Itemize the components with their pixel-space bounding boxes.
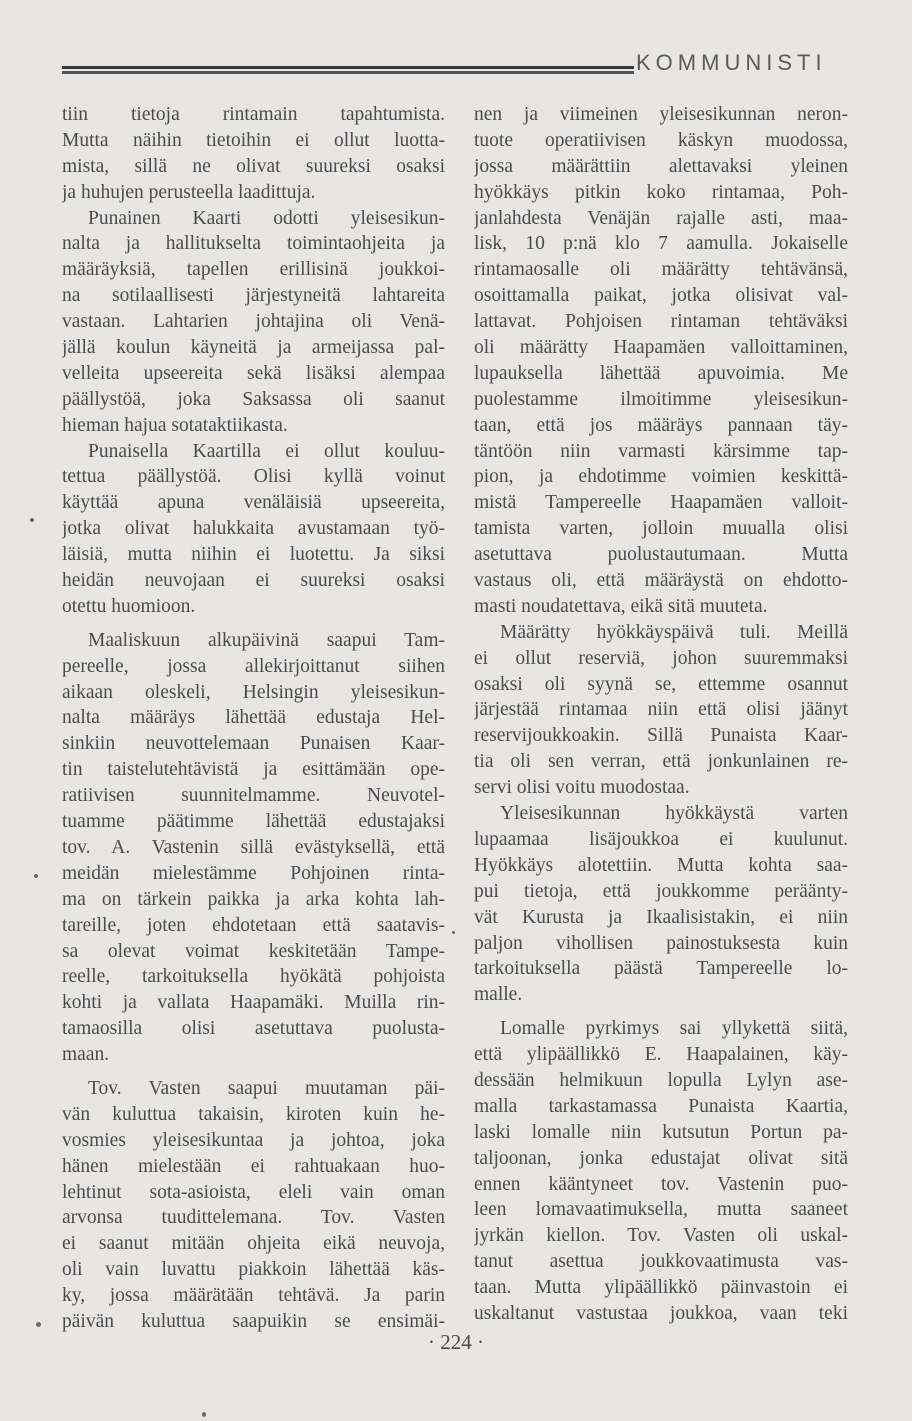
- text-line: tuote operatiivisen käskyn muodossa,: [474, 129, 848, 151]
- text-line: taan, että jos määräys pannaan täy-: [474, 414, 848, 436]
- text-line: lupaamaa lisäjoukkoa ei kuulunut.: [474, 828, 848, 850]
- text-line: paljon vihollisen painostuksesta kuin: [474, 932, 848, 954]
- text-line: sa olevat voimat keskitetään Tampe-: [62, 940, 445, 962]
- text-line: pui tietoja, että joukkomme peräänty-: [474, 880, 848, 902]
- text-line: kohti ja vallata Haapamäki. Muilla rin-: [62, 992, 445, 1014]
- text-line: ja huhujen perusteella laadittuja.: [62, 181, 316, 203]
- text-line: laski lomalle niin kutsutun Portun pa-: [474, 1121, 848, 1143]
- text-line: puolestamme ilmoitimme yleisesikun-: [474, 388, 848, 410]
- text-line: järjestää rintamaa niin että olisi jäänyt: [474, 699, 848, 721]
- text-line: otettu huomioon.: [62, 595, 196, 617]
- paper-speck: [36, 1322, 41, 1327]
- text-line: leen lomavaatimuksella, mutta saaneet: [474, 1199, 848, 1221]
- text-line: että ylipäällikkö E. Haapalainen, käy-: [474, 1044, 848, 1066]
- paper-speck: [30, 518, 34, 522]
- text-line: läisiä, mutta niihin ei luotettu. Ja siksi: [62, 544, 445, 566]
- text-line: täntöön niin varmasti kärsimme tap-: [474, 440, 848, 462]
- text-line: rintamaosalle oli määrätty tehtävänsä,: [474, 259, 848, 281]
- text-line: tiin tietoja rintamain tapahtumista.: [62, 104, 445, 125]
- text-line: lattavat. Pohjoisen rintaman tehtäväksi: [474, 311, 848, 333]
- text-line: hieman hajua sotataktiikasta.: [62, 414, 288, 436]
- text-line: jossa määrättiin alettavaksi yleinen: [474, 155, 848, 177]
- text-line: dessään helmikuun lopulla Lylyn ase-: [474, 1069, 848, 1091]
- text-line: ei saanut mitään ohjeita eikä neuvoja,: [62, 1233, 445, 1255]
- text-line: taan. Mutta ylipäällikkö päinvastoin ei: [474, 1277, 848, 1299]
- text-line: nalta määräys lähettää edustaja Hel-: [62, 707, 445, 729]
- text-line: lisk, 10 p:nä klo 7 aamulla. Jokaiselle: [474, 233, 848, 255]
- text-line: Tov. Vasten saapui muutaman päi-: [88, 1077, 445, 1099]
- text-line: vosmies yleisesikuntaa ja johtoa, joka: [62, 1129, 445, 1151]
- text-line: jotka olivat halukkaita avustamaan työ-: [62, 518, 445, 540]
- text-line: pereelle, jossa allekirjoittanut siihen: [62, 655, 445, 677]
- text-line: reservijoukkoakin. Sillä Punaista Kaar-: [474, 725, 848, 747]
- text-line: aikaan oleskeli, Helsingin yleisesikun-: [62, 681, 445, 703]
- text-line: uskaltanut vastustaa joukkoa, vaan teki: [474, 1302, 848, 1324]
- text-line: ei ollut reserviä, johon suuremmaksi: [474, 647, 848, 669]
- text-line: meidän mielestämme Pohjoinen rinta-: [62, 862, 445, 884]
- header-rule: [62, 66, 634, 75]
- text-line: ky, jossa määrätään tehtävä. Ja parin: [62, 1285, 445, 1307]
- text-line: vät Kurusta ja Ikaalisistakin, ei niin: [474, 906, 848, 928]
- text-line: nen ja viimeinen yleisesikunnan neron-: [474, 104, 848, 125]
- text-line: servi olisi voitu muodostaa.: [474, 777, 690, 799]
- text-line: ennen kääntyneet tov. Vastenin puo-: [474, 1173, 848, 1195]
- text-line: jällä koulun käyneitä ja armeijassa pal-: [62, 337, 445, 359]
- text-line: osaksi oli syynä se, ettemme osannut: [474, 673, 848, 695]
- text-line: tanut asettua joukkovaatimusta vas-: [474, 1251, 848, 1273]
- text-line: tov. A. Vastenin sillä evästyksellä, että: [62, 836, 445, 858]
- text-line: Määrätty hyökkäyspäivä tuli. Meillä: [500, 621, 848, 643]
- text-line: jyrkän kiellon. Tov. Vasten oli uskal-: [474, 1225, 848, 1247]
- text-line: heidän neuvojaan ei suureksi osaksi: [62, 570, 445, 592]
- paper-speck: [452, 931, 455, 934]
- text-column-right: [474, 102, 848, 1327]
- text-line: tamaosilla olisi asetuttava puolusta-: [62, 1018, 445, 1040]
- text-line: lupauksella lähettää apuvoimia. Me: [474, 362, 848, 384]
- text-line: käyttää apuna venäläisiä upseereita,: [62, 492, 445, 514]
- text-line: mistä Tampereelle Haapamäen valloit-: [474, 492, 848, 514]
- paper-speck: [202, 1412, 206, 1417]
- text-line: reelle, tarkoituksella hyökätä pohjoista: [62, 966, 445, 988]
- text-line: lehtinut sota-asioista, eleli vain oman: [62, 1181, 445, 1203]
- paper-speck: [34, 874, 38, 878]
- text-line: tamista varten, jolloin muualla olisi: [474, 518, 848, 540]
- text-line: tia oli sen verran, että jonkunlainen re-: [474, 751, 848, 773]
- text-line: malle.: [474, 984, 523, 1006]
- text-line: Punainen Kaarti odotti yleisesikun-: [88, 207, 445, 229]
- text-line: masti noudatettava, eikä sitä muuteta.: [474, 595, 768, 617]
- text-line: osoittamalla paikat, jotka olisivat val-: [474, 285, 848, 307]
- text-line: taljoonan, jonka edustajat olivat sitä: [474, 1147, 848, 1169]
- text-line: vastaus oli, että määräystä on ehdotto-: [474, 570, 848, 592]
- text-line: vastaan. Lahtarien johtajina oli Venä-: [62, 311, 445, 333]
- text-line: tareille, joten ehdotetaan että saatavis-: [62, 914, 445, 936]
- text-line: Hyökkäys alotettiin. Mutta kohta saa-: [474, 854, 848, 876]
- paragraph-gap: [474, 1008, 848, 1016]
- text-line: ma on tärkein paikka ja arka kohta lah-: [62, 888, 445, 910]
- text-line: Yleisesikunnan hyökkäystä varten: [500, 803, 848, 825]
- text-line: velleita upseereita sekä lisäksi alempaa: [62, 362, 445, 384]
- text-line: hyökkäys pitkin koko rintamaa, Poh-: [474, 181, 848, 203]
- text-line: mista, sillä ne olivat suureksi osaksi: [62, 155, 445, 177]
- text-line: päällystöä, joka Saksassa oli saanut: [62, 388, 445, 410]
- text-line: maan.: [62, 1044, 110, 1066]
- paragraph-gap: [62, 1068, 445, 1076]
- text-line: ratiivisen suunnitelmamme. Neuvotel-: [62, 785, 445, 807]
- text-line: na sotilaallisesti järjestyneitä lahtareita: [62, 285, 445, 307]
- text-line: tin taistelutehtävistä ja esittämään ope-: [62, 759, 445, 781]
- paragraph-gap: [62, 620, 445, 628]
- text-line: Punaisella Kaartilla ei ollut kouluu-: [88, 440, 445, 462]
- text-line: Lomalle pyrkimys sai yllykettä siitä,: [500, 1018, 848, 1040]
- text-line: Maaliskuun alkupäivinä saapui Tam-: [88, 629, 445, 651]
- text-line: sinkiin neuvottelemaan Punaisen Kaar-: [62, 733, 445, 755]
- text-column-left: [62, 102, 445, 1335]
- text-line: määräyksiä, tapellen erillisinä joukkoi-: [62, 259, 445, 281]
- text-line: malla tarkastamassa Punaista Kaartia,: [474, 1095, 848, 1117]
- text-line: tuamme päätimme lähettää edustajaksi: [62, 811, 445, 833]
- text-line: tarkoituksella päästä Tampereelle lo-: [474, 958, 848, 980]
- text-line: Mutta näihin tietoihin ei ollut luotta-: [62, 129, 445, 151]
- text-line: asetuttava puolustautumaan. Mutta: [474, 544, 848, 566]
- running-head: KOMMUNISTI: [636, 50, 827, 75]
- text-line: vän kuluttua takaisin, kiroten kuin he-: [62, 1103, 445, 1125]
- page-number: · 224 ·: [428, 1330, 484, 1354]
- text-line: janlahdesta Venäjän rajalle asti, maa-: [474, 207, 848, 229]
- text-line: tettua päällystöä. Olisi kyllä voinut: [62, 466, 445, 488]
- text-line: pion, ja ehdotimme voimien keskittä-: [474, 466, 848, 488]
- text-line: hänen mielestään ei rahtuakaan huo-: [62, 1155, 445, 1177]
- text-line: oli määrätty Haapamäen valloittaminen,: [474, 337, 848, 359]
- text-line: päivän kuluttua saapuikin se ensimäi-: [62, 1310, 445, 1332]
- text-line: oli vain luvattu piakkoin lähettää käs-: [62, 1259, 445, 1281]
- text-line: arvonsa tuudittelemana. Tov. Vasten: [62, 1207, 445, 1229]
- text-line: nalta ja hallitukselta toimintaohjeita ja: [62, 233, 445, 255]
